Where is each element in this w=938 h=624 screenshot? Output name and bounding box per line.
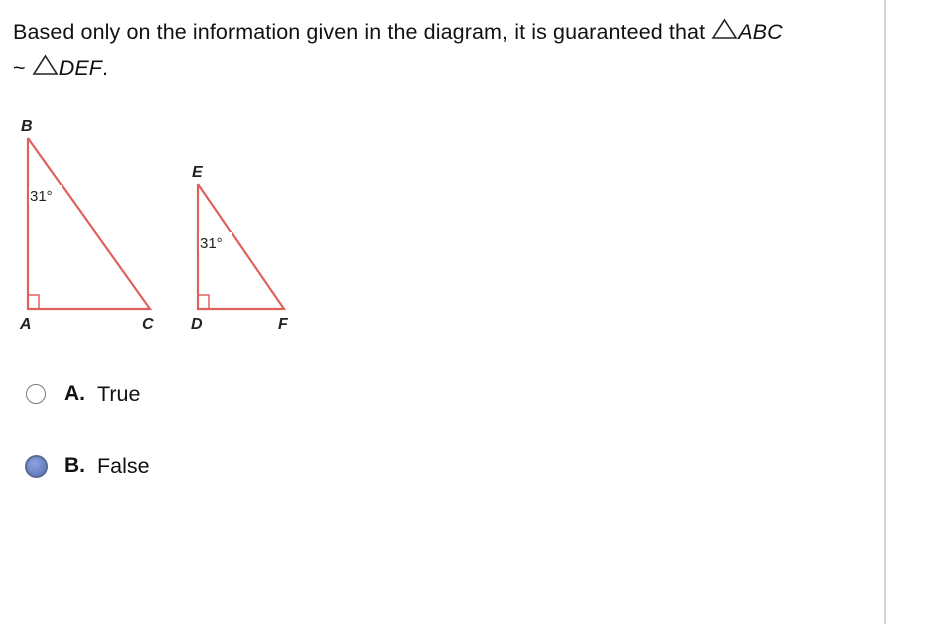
triangle-abc-shape [28,138,150,309]
triangle-def-name: DEF [58,56,103,80]
question-period: . [102,56,109,80]
triangles-diagram [12,110,312,342]
vertex-label-a: A [20,316,32,333]
vertex-label-c: C [142,316,154,333]
triangle-abc-name: ABC [738,20,783,44]
choice-a-letter: A. [64,382,85,405]
content-divider [884,0,886,624]
right-angle-marker-a [28,295,39,309]
vertex-label-b: B [21,118,33,135]
angle-label-b: 31° [30,188,53,205]
triangle-def [191,164,289,333]
radio-button-b-selected[interactable] [25,455,48,478]
right-angle-marker-d [198,295,209,309]
choice-b[interactable] [26,452,150,480]
choice-a[interactable] [26,380,140,408]
triangle-icon [711,18,738,40]
vertex-label-e: E [192,164,203,181]
choice-b-letter: B. [64,454,85,477]
radio-button-a[interactable] [26,384,46,404]
similar-symbol: ~ [13,56,26,80]
triangle-abc [19,118,154,333]
triangle-icon [32,54,59,76]
choice-a-label: True [97,381,141,406]
question-prompt: Based only on the information given in the diagram, it is guaranteed that [13,20,712,44]
angle-label-e: 31° [200,235,223,252]
vertex-label-d: D [191,316,203,333]
question-text [13,14,873,86]
choice-b-label: False [97,453,150,478]
vertex-label-f: F [278,316,288,333]
